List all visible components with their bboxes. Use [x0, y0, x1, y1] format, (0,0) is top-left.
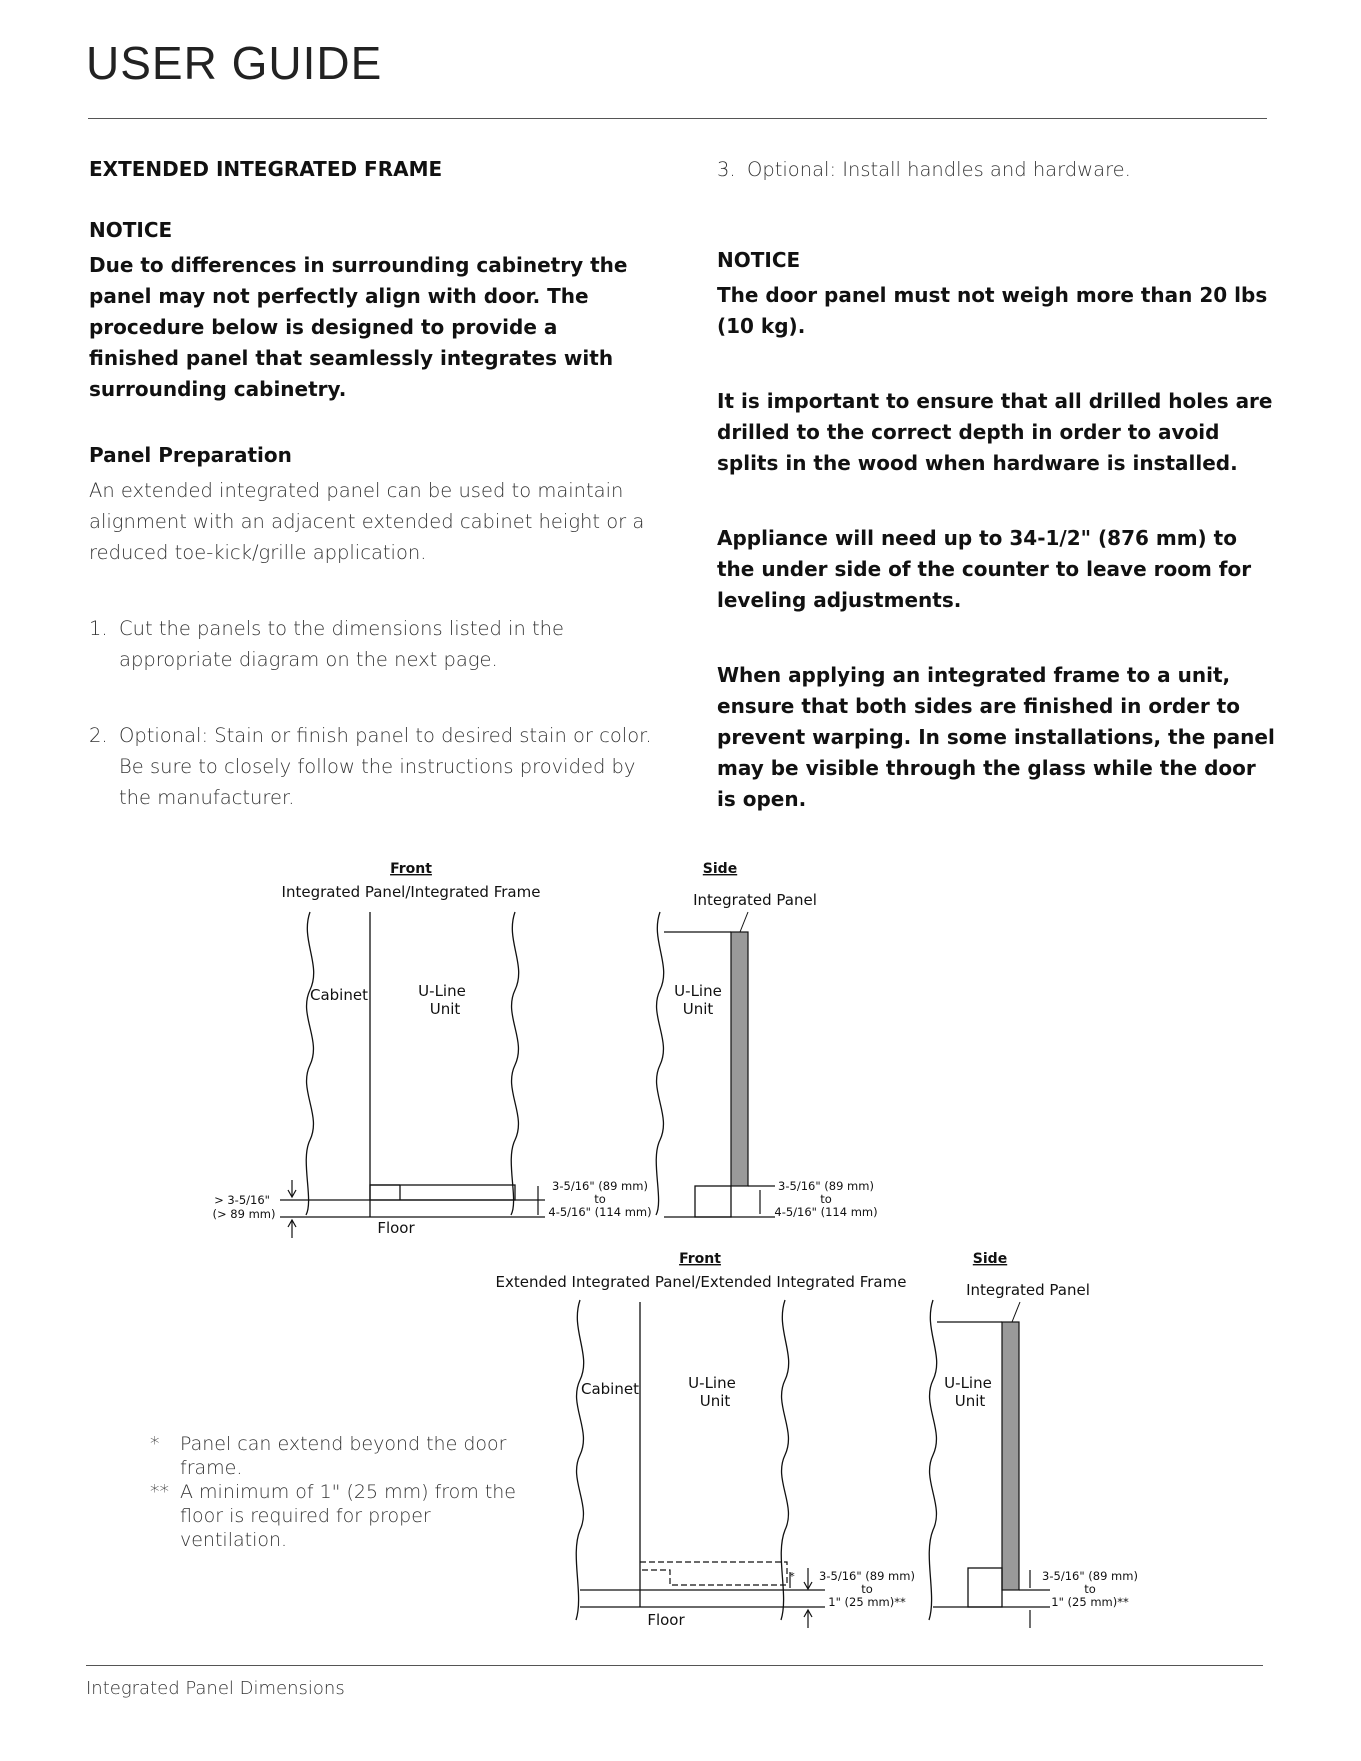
notice-label: NOTICE: [89, 218, 173, 242]
footnote: [150, 1432, 530, 1480]
left-dim-1: > 3-5/16": [214, 1193, 270, 1207]
break-line: [929, 1300, 937, 1620]
unit-label-line2: Unit: [429, 1000, 461, 1018]
side-base: [695, 1186, 731, 1217]
notice-text: Due to differences in surrounding cabinetry the panel may not perfectly align with door. The procedure below is designed to provide a finished panel that seamlessly integrates with surrounding cabinetry.: [89, 253, 628, 401]
footnote: [150, 1480, 530, 1552]
cabinet-label: Cabinet: [581, 1380, 639, 1398]
dim-b: 1" (25 mm)**: [1051, 1595, 1129, 1609]
footnote-mark: *: [150, 1433, 160, 1455]
break-line: [576, 1300, 584, 1620]
step-text: Optional: Install handles and hardware.: [747, 158, 1131, 181]
front-caption: Integrated Panel/Integrated Frame: [281, 883, 541, 901]
unit-label-line1: U-Line: [674, 982, 722, 1000]
dim-to: to: [861, 1582, 873, 1596]
side-caption: Integrated Panel: [966, 1281, 1090, 1299]
diagram-bottom: [496, 1251, 1138, 1629]
diagram-top: [213, 861, 878, 1238]
front-caption: Extended Integrated Panel/Extended Integrated Frame: [495, 1273, 907, 1291]
pointer-line: [740, 912, 748, 932]
footnotes: [150, 1432, 530, 1552]
pointer-line: [1012, 1302, 1020, 1322]
step-number: 3.: [717, 158, 736, 181]
integrated-panel: [1002, 1322, 1019, 1590]
step-text: Optional: Stain or finish panel to desired stain or color. Be sure to closely follow the instructions provided by the manufacturer.: [119, 724, 652, 809]
page-title: USER GUIDE: [86, 37, 383, 89]
unit-label-line2: Unit: [682, 1000, 714, 1018]
notice-clearance: Appliance will need up to 34-1/2" (876 mm) to the under side of the counter to leave room for leveling adjustments.: [717, 526, 1252, 612]
break-line: [306, 912, 314, 1215]
side-caption: Integrated Panel: [693, 891, 817, 909]
step-number: 2.: [89, 724, 108, 747]
unit-label-line2: Unit: [954, 1392, 986, 1410]
panel-preparation-text: An extended integrated panel can be used to maintain alignment with an adjacent extended cabinet height or a reduced toe-kick/grille application.: [89, 479, 645, 564]
dim-a: 3-5/16" (89 mm): [1042, 1569, 1138, 1583]
dim-to: to: [820, 1192, 832, 1206]
unit-label-line1: U-Line: [688, 1374, 736, 1392]
footer-divider: [86, 1665, 1263, 1666]
star-mark: *: [789, 1570, 795, 1583]
dim-a: 3-5/16" (89 mm): [552, 1179, 648, 1193]
notice-drill: It is important to ensure that all drilled holes are drilled to the correct depth in order to avoid splits in the wood when hardware is installed.: [717, 389, 1273, 475]
step-text: Cut the panels to the dimensions listed in the appropriate diagram on the next page.: [119, 617, 565, 671]
notice-frame: When applying an integrated frame to a unit, ensure that both sides are finished in order to prevent warping. In some installations, the panel may be visible through the glass while the door is open.: [717, 663, 1275, 811]
footnote-text: A minimum of 1" (25 mm) from the floor is required for proper ventilation.: [180, 1481, 516, 1551]
dim-b: 4-5/16" (114 mm): [774, 1205, 878, 1219]
side-base: [968, 1568, 1002, 1607]
dim-to: to: [594, 1192, 606, 1206]
unit-label-line1: U-Line: [418, 982, 466, 1000]
break-line: [656, 912, 664, 1215]
side-label: Side: [972, 1251, 1008, 1267]
integrated-panel: [731, 932, 748, 1186]
step-number: 1.: [89, 617, 108, 640]
panel-preparation-title: Panel Preparation: [89, 443, 292, 467]
cabinet-label: Cabinet: [310, 986, 368, 1004]
front-label: Front: [390, 861, 432, 877]
footnote-mark: **: [150, 1481, 169, 1503]
section-title: EXTENDED INTEGRATED FRAME: [89, 157, 443, 181]
unit-label-line1: U-Line: [944, 1374, 992, 1392]
left-dim-2: (> 89 mm): [212, 1207, 276, 1221]
dim-a: 3-5/16" (89 mm): [819, 1569, 915, 1583]
dim-to: to: [1084, 1582, 1096, 1596]
footnote-text: Panel can extend beyond the door frame.: [180, 1433, 507, 1479]
panel-bottom: [370, 1185, 515, 1200]
notice-weight: The door panel must not weigh more than 20 lbs (10 kg).: [717, 283, 1268, 338]
unit-label-line2: Unit: [699, 1392, 731, 1410]
dim-a: 3-5/16" (89 mm): [778, 1179, 874, 1193]
floor-label: Floor: [647, 1611, 685, 1629]
notice-label: NOTICE: [717, 248, 801, 272]
break-line: [511, 912, 519, 1215]
side-label: Side: [702, 861, 738, 877]
footer-text: Integrated Panel Dimensions: [86, 1678, 345, 1699]
floor-label: Floor: [377, 1219, 415, 1237]
dim-b: 1" (25 mm)**: [828, 1595, 906, 1609]
dim-b: 4-5/16" (114 mm): [548, 1205, 652, 1219]
extended-panel-outline: [640, 1562, 787, 1585]
front-label: Front: [679, 1251, 721, 1267]
